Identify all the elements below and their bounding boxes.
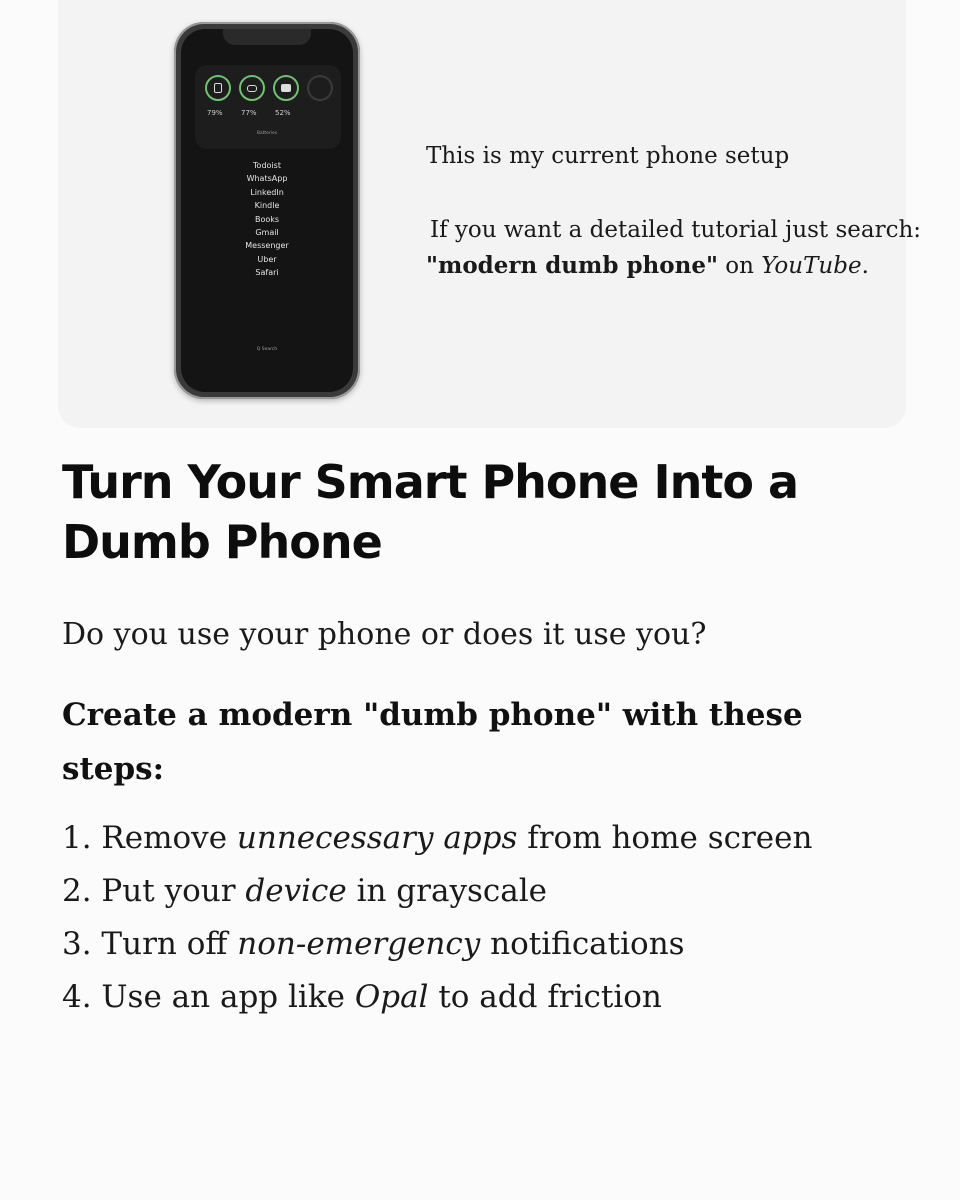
steps-heading: Create a modern "dumb phone" with these steps: xyxy=(62,697,803,787)
setup-card xyxy=(58,0,922,428)
empty-battery-slot-icon xyxy=(307,75,333,101)
app-item: Messenger xyxy=(245,241,289,251)
battery-percent: 77% xyxy=(241,109,257,117)
platform-name: YouTube xyxy=(761,253,862,279)
battery-widget-title: Batteries xyxy=(256,131,278,136)
app-item: WhatsApp xyxy=(246,174,288,184)
caption-line: This is my current phone setup xyxy=(426,143,790,169)
caption xyxy=(426,138,946,284)
step-item: 1. Remove unnecessary apps from home screen xyxy=(62,820,813,856)
app-item: Books xyxy=(254,214,280,224)
app-item: Todoist xyxy=(253,161,281,170)
app-list xyxy=(181,159,353,280)
caption-search-line: "modern dumb phone" on YouTube. xyxy=(426,252,869,279)
battery-percent: 79% xyxy=(207,109,223,117)
page-title: Turn Your Smart Phone Into a Dumb Phone xyxy=(62,455,798,569)
search-label: Q Search xyxy=(256,347,278,352)
phone-image xyxy=(174,22,360,399)
airpods-battery-icon xyxy=(239,75,265,101)
battery-percent: 52% xyxy=(275,109,291,117)
steps-list xyxy=(62,812,812,1024)
app-item: Uber xyxy=(257,254,277,264)
case-battery-icon xyxy=(273,75,299,101)
app-item: Safari xyxy=(255,268,279,278)
app-item: LinkedIn xyxy=(250,187,284,197)
step-item: 4. Use an app like Opal to add friction xyxy=(62,979,662,1015)
app-item: Kindle xyxy=(254,201,280,211)
search-term: "modern dumb phone" xyxy=(426,252,718,279)
battery-widget xyxy=(195,65,341,149)
caption-line: If you want a detailed tutorial just search: xyxy=(430,217,922,243)
step-item: 3. Turn off non-emergency notifications xyxy=(62,926,685,962)
phone-notch xyxy=(223,29,311,45)
question-text: Do you use your phone or does it use you? xyxy=(62,617,707,652)
step-item: 2. Put your device in grayscale xyxy=(62,873,547,909)
phone-battery-icon xyxy=(205,75,231,101)
app-item: Gmail xyxy=(255,228,279,238)
phone-screen xyxy=(181,29,353,392)
